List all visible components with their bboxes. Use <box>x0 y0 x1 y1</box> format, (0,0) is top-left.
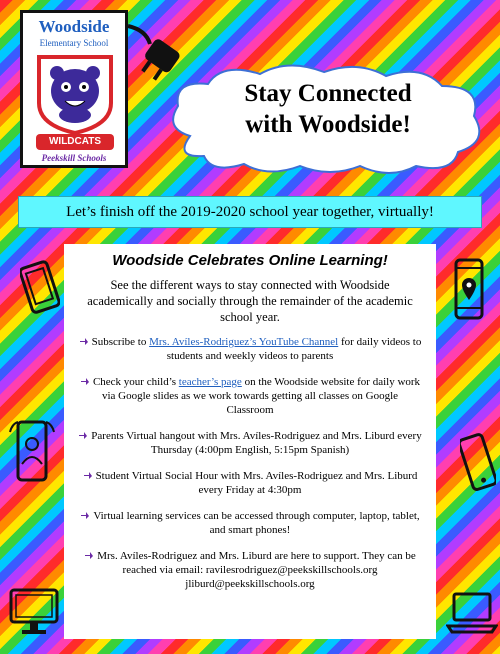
headline-line-1: Stay Connected <box>244 80 412 107</box>
list-item <box>78 375 422 417</box>
item-text: Virtual learning services can be accessed through computer, laptop, tablet, and smart phones! <box>93 510 420 536</box>
bullet-arrow-icon <box>84 550 94 560</box>
item-text: Student Virtual Social Hour with Mrs. Avíles-Rodriguez and Mrs. Liburd every Friday at 4:30pm <box>95 470 418 496</box>
bullet-arrow-icon <box>80 376 90 386</box>
list-item <box>78 469 422 497</box>
content-panel <box>64 244 436 639</box>
list-item <box>78 429 422 457</box>
youtube-channel-link[interactable]: Mrs. Avíles-Rodriguez’s YouTube Channel <box>149 336 339 348</box>
school-logo <box>20 10 128 168</box>
headline-line-2: with Woodside! <box>245 111 411 138</box>
bullet-arrow-icon <box>79 336 89 346</box>
logo-team-name: WILDCATS <box>36 134 114 150</box>
headline <box>178 78 478 140</box>
item-text: Parents Virtual hangout with Mrs. Avíles-Rodriguez and Mrs. Liburd every Thursday (4:00pm English, 5:15pm Spanish) <box>91 430 422 456</box>
desktop-icon <box>8 586 60 638</box>
logo-school-subtitle: Elementary School <box>39 38 109 48</box>
item-email: jliburd@peekskillschools.org <box>185 578 315 590</box>
subtitle-banner: Let’s finish off the 2019-2020 school year together, virtually! <box>18 196 482 228</box>
laptop-icon <box>446 590 498 636</box>
list-item <box>78 549 422 591</box>
tablet-icon <box>20 260 60 316</box>
map-pin-phone-icon <box>452 258 486 322</box>
intro-text: See the different ways to stay connected with Woodside academically and socially through the remainder of the academic school year. <box>87 278 413 324</box>
item-text: Mrs. Avíles-Rodriguez and Mrs. Liburd are here to support. They can be reached via email: ravilesrodriguez@peekskillschools.org <box>97 550 416 576</box>
logo-district: Peekskill Schools <box>41 153 107 163</box>
bullet-arrow-icon <box>78 430 88 440</box>
item-text: Subscribe to <box>91 336 150 348</box>
bullet-arrow-icon <box>80 510 90 520</box>
wildcat-shield-icon <box>35 53 115 135</box>
content-title: Woodside Celebrates Online Learning! <box>112 252 388 269</box>
item-text: for daily videos to students and weekly videos to parents <box>166 336 422 362</box>
list-item <box>78 335 422 363</box>
teacher-page-link[interactable]: teacher’s page <box>178 376 242 388</box>
bullet-arrow-icon <box>83 470 93 480</box>
phone-icon <box>460 432 496 494</box>
video-call-phone-icon <box>8 418 56 486</box>
item-text: on the Woodside website for daily work via Google slides as we work towards getting all classes on Google Classroom <box>101 376 421 416</box>
logo-school-name: Woodside <box>38 17 110 36</box>
list-item <box>78 509 422 537</box>
item-text: Check your child’s <box>92 376 179 388</box>
